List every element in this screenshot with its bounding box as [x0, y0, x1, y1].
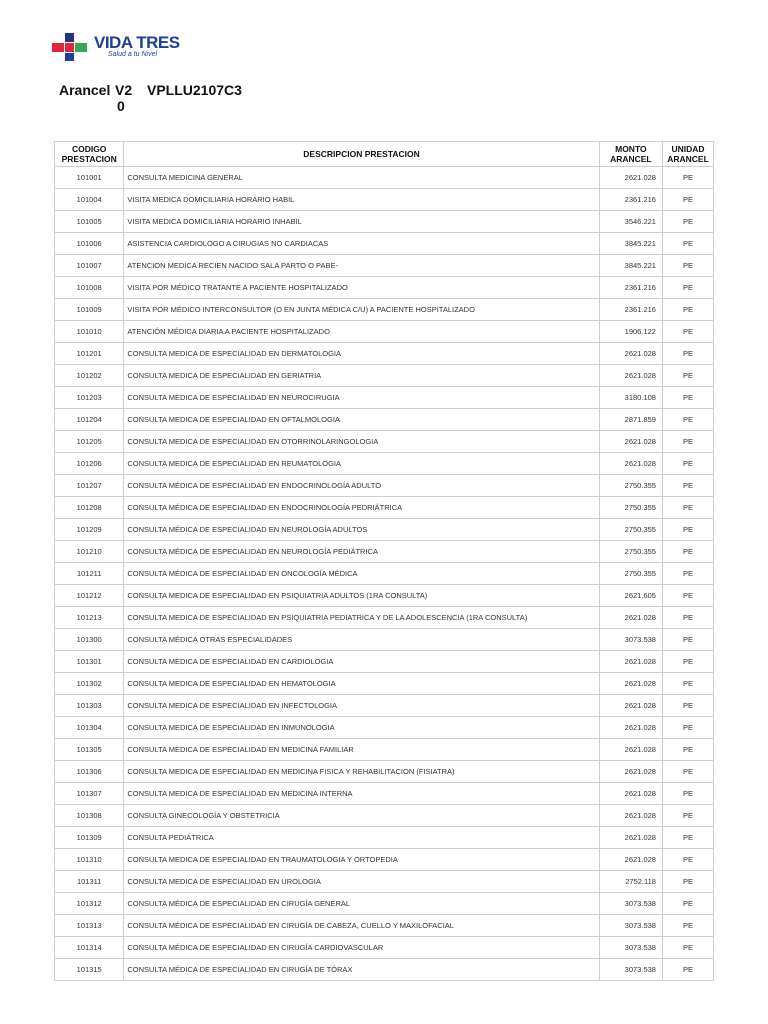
cell-descripcion: VISITA MEDICA DOMICILIARIA HORARIO HABIL: [124, 189, 599, 211]
table-row: [55, 827, 714, 849]
cell-descripcion: CONSULTA GINECOLOGÍA Y OBSTETRICIA: [124, 805, 599, 827]
logo-square-navy: [65, 53, 74, 61]
cell-monto: 3180.108: [599, 387, 662, 409]
cell-codigo: 101312: [55, 893, 124, 915]
cell-unidad: PE: [662, 629, 713, 651]
cell-codigo: 101315: [55, 959, 124, 981]
cell-unidad: PE: [662, 695, 713, 717]
table-row: [55, 783, 714, 805]
table-row: [55, 211, 714, 233]
cell-descripcion: CONSULTA MÉDICA DE ESPECIALIDAD EN NEUROLOGÍA PEDIÁTRICA: [124, 541, 599, 563]
table-row: [55, 607, 714, 629]
cell-monto: 2621.028: [599, 343, 662, 365]
table-row: [55, 849, 714, 871]
table-header-row: [55, 142, 714, 167]
logo-square-blue: [65, 33, 74, 42]
cell-descripcion: CONSULTA MÉDICA DE ESPECIALIDAD EN ENDOCRINOLOGÍA ADULTO: [124, 475, 599, 497]
cell-monto: 2752.118: [599, 871, 662, 893]
cell-unidad: PE: [662, 475, 713, 497]
cell-descripcion: CONSULTA MEDICA DE ESPECIALIDAD EN DERMATOLOGIA: [124, 343, 599, 365]
cell-unidad: PE: [662, 167, 713, 189]
cell-monto: 2361.216: [599, 277, 662, 299]
cell-monto: 3073.538: [599, 629, 662, 651]
cell-descripcion: VISITA POR MÉDICO TRATANTE A PACIENTE HOSPITALIZADO: [124, 277, 599, 299]
cell-monto: 2621.028: [599, 717, 662, 739]
cell-monto: 2621.605: [599, 585, 662, 607]
cell-unidad: PE: [662, 321, 713, 343]
cell-descripcion: CONSULTA MEDICA DE ESPECIALIDAD EN TRAUMATOLOGIA Y ORTOPEDIA: [124, 849, 599, 871]
cell-descripcion: CONSULTA MÉDICA DE ESPECIALIDAD EN CIRUGÍA GENERAL: [124, 893, 599, 915]
cell-unidad: PE: [662, 453, 713, 475]
cell-codigo: 101006: [55, 233, 124, 255]
table-row: [55, 695, 714, 717]
cell-codigo: 101310: [55, 849, 124, 871]
cell-codigo: 101212: [55, 585, 124, 607]
cell-unidad: PE: [662, 937, 713, 959]
cell-codigo: 101202: [55, 365, 124, 387]
cell-monto: 2621.028: [599, 849, 662, 871]
cell-descripcion: CONSULTA MÉDICA DE ESPECIALIDAD EN CIRUGÍA CARDIOVASCULAR: [124, 937, 599, 959]
table-row: [55, 563, 714, 585]
cell-codigo: 101213: [55, 607, 124, 629]
cell-codigo: 101201: [55, 343, 124, 365]
cell-monto: 2750.355: [599, 519, 662, 541]
cell-monto: 3546.221: [599, 211, 662, 233]
table-row: [55, 431, 714, 453]
cell-monto: 3845.221: [599, 233, 662, 255]
cell-monto: 2621.028: [599, 695, 662, 717]
table-row: [55, 255, 714, 277]
table-row: [55, 629, 714, 651]
table-row: [55, 871, 714, 893]
cross-logo-icon: [52, 33, 90, 61]
cell-monto: 3845.221: [599, 255, 662, 277]
cell-codigo: 101314: [55, 937, 124, 959]
cell-monto: 2621.028: [599, 651, 662, 673]
cell-codigo: 101301: [55, 651, 124, 673]
cell-monto: 3073.538: [599, 893, 662, 915]
cell-unidad: PE: [662, 299, 713, 321]
cell-unidad: PE: [662, 189, 713, 211]
cell-descripcion: ASISTENCIA CARDIOLOGO A CIRUGIAS NO CARDIACAS: [124, 233, 599, 255]
title-code: VPLLU2107C3: [147, 82, 242, 98]
cell-monto: 1906.122: [599, 321, 662, 343]
cell-unidad: PE: [662, 651, 713, 673]
cell-codigo: 101005: [55, 211, 124, 233]
cell-monto: 2871.859: [599, 409, 662, 431]
cell-codigo: 101300: [55, 629, 124, 651]
cell-descripcion: CONSULTA MEDICA DE ESPECIALIDAD EN INFECTOLOGIA: [124, 695, 599, 717]
cell-unidad: PE: [662, 409, 713, 431]
cell-unidad: PE: [662, 893, 713, 915]
table-row: [55, 321, 714, 343]
table-row: [55, 739, 714, 761]
cell-descripcion: CONSULTA MEDICA DE ESPECIALIDAD EN MEDICINA FAMILIAR: [124, 739, 599, 761]
cell-unidad: PE: [662, 915, 713, 937]
arancel-table: [54, 141, 714, 981]
cell-descripcion: CONSULTA MÉDICA DE ESPECIALIDAD EN CIRUGÍA DE CABEZA, CUELLO Y MAXILOFACIAL: [124, 915, 599, 937]
cell-monto: 2621.028: [599, 805, 662, 827]
cell-unidad: PE: [662, 827, 713, 849]
table-row: [55, 299, 714, 321]
table-row: [55, 959, 714, 981]
cell-unidad: PE: [662, 497, 713, 519]
header-codigo: CODIGO PRESTACION: [55, 142, 124, 167]
cell-descripcion: CONSULTA PEDIÁTRICA: [124, 827, 599, 849]
cell-descripcion: CONSULTA MEDICA DE ESPECIALIDAD EN UROLOGIA: [124, 871, 599, 893]
cell-unidad: PE: [662, 519, 713, 541]
cell-unidad: PE: [662, 211, 713, 233]
cell-unidad: PE: [662, 563, 713, 585]
cell-descripcion: CONSULTA MÉDICA OTRAS ESPECIALIDADES: [124, 629, 599, 651]
cell-unidad: PE: [662, 783, 713, 805]
table-row: [55, 585, 714, 607]
table-row: [55, 189, 714, 211]
cell-codigo: 101208: [55, 497, 124, 519]
cell-unidad: PE: [662, 255, 713, 277]
cell-unidad: PE: [662, 277, 713, 299]
cell-codigo: 101303: [55, 695, 124, 717]
cell-unidad: PE: [662, 673, 713, 695]
cell-codigo: 101311: [55, 871, 124, 893]
cell-codigo: 101313: [55, 915, 124, 937]
cell-codigo: 101306: [55, 761, 124, 783]
cell-descripcion: VISITA POR MÉDICO INTERCONSULTOR (O EN JUNTA MÉDICA C/U) A PACIENTE HOSPITALIZADO: [124, 299, 599, 321]
vida-tres-logo: [52, 33, 212, 65]
table-row: [55, 475, 714, 497]
cell-codigo: 101203: [55, 387, 124, 409]
title-label: Arancel: [59, 82, 111, 98]
cell-monto: 2621.028: [599, 783, 662, 805]
cell-monto: 3073.538: [599, 937, 662, 959]
logo-square-green: [75, 43, 87, 52]
cell-monto: 2621.028: [599, 673, 662, 695]
table-row: [55, 233, 714, 255]
cell-codigo: 101001: [55, 167, 124, 189]
cell-codigo: 101205: [55, 431, 124, 453]
cell-descripcion: CONSULTA MÉDICA DE ESPECIALIDAD EN ONCOLOGÍA MÉDICA: [124, 563, 599, 585]
table-row: [55, 805, 714, 827]
cell-unidad: PE: [662, 431, 713, 453]
cell-descripcion: CONSULTA MEDICA DE ESPECIALIDAD EN CARDIOLOGIA: [124, 651, 599, 673]
cell-codigo: 101009: [55, 299, 124, 321]
table-row: [55, 893, 714, 915]
cell-monto: 2361.216: [599, 189, 662, 211]
cell-codigo: 101008: [55, 277, 124, 299]
cell-descripcion: CONSULTA MEDICINA GENERAL: [124, 167, 599, 189]
cell-descripcion: CONSULTA MEDICA DE ESPECIALIDAD EN GERIATRIA: [124, 365, 599, 387]
table-row: [55, 937, 714, 959]
cell-codigo: 101209: [55, 519, 124, 541]
cell-descripcion: CONSULTA MEDICA DE ESPECIALIDAD EN HEMATOLOGIA: [124, 673, 599, 695]
title-version-line1: V2: [115, 82, 133, 98]
cell-codigo: 101307: [55, 783, 124, 805]
table-row: [55, 409, 714, 431]
table-row: [55, 915, 714, 937]
cell-unidad: PE: [662, 761, 713, 783]
cell-monto: 2621.028: [599, 761, 662, 783]
cell-unidad: PE: [662, 365, 713, 387]
cell-codigo: 101302: [55, 673, 124, 695]
cell-codigo: 101007: [55, 255, 124, 277]
cell-descripcion: CONSULTA MEDICA DE ESPECIALIDAD EN NEUROCIRUGIA: [124, 387, 599, 409]
cell-monto: 3073.538: [599, 959, 662, 981]
cell-monto: 2621.028: [599, 167, 662, 189]
cell-monto: 3073.538: [599, 915, 662, 937]
cell-descripcion: ATENCIÓN MÉDICA DIARIA A PACIENTE HOSPITALIZADO: [124, 321, 599, 343]
cell-codigo: 101204: [55, 409, 124, 431]
cell-monto: 2621.028: [599, 607, 662, 629]
cell-descripcion: CONSULTA MEDICA DE ESPECIALIDAD EN INMUNOLOGIA: [124, 717, 599, 739]
cell-unidad: PE: [662, 871, 713, 893]
cell-codigo: 101004: [55, 189, 124, 211]
cell-monto: 2750.355: [599, 541, 662, 563]
cell-codigo: 101309: [55, 827, 124, 849]
cell-descripcion: CONSULTA MEDICA DE ESPECIALIDAD EN PSIQUIATRIA ADULTOS (1RA CONSULTA): [124, 585, 599, 607]
cell-descripcion: CONSULTA MEDICA DE ESPECIALIDAD EN MEDICINA FISICA Y REHABILITACION (FISIATRA): [124, 761, 599, 783]
cell-descripcion: CONSULTA MEDICA DE ESPECIALIDAD EN MEDICINA INTERNA: [124, 783, 599, 805]
table-row: [55, 365, 714, 387]
cell-monto: 2621.028: [599, 739, 662, 761]
cell-descripcion: ATENCION MEDICA RECIEN NACIDO SALA PARTO O PABE-: [124, 255, 599, 277]
title-version-line2: 0: [117, 98, 125, 114]
table-row: [55, 497, 714, 519]
cell-unidad: PE: [662, 233, 713, 255]
table-row: [55, 277, 714, 299]
cell-codigo: 101206: [55, 453, 124, 475]
cell-codigo: 101207: [55, 475, 124, 497]
cell-codigo: 101010: [55, 321, 124, 343]
cell-descripcion: CONSULTA MEDICA DE ESPECIALIDAD EN PSIQUIATRIA PEDIATRICA Y DE LA ADOLESCENCIA (1RA CONSULTA): [124, 607, 599, 629]
cell-monto: 2621.028: [599, 827, 662, 849]
table-row: [55, 167, 714, 189]
cell-unidad: PE: [662, 607, 713, 629]
table-row: [55, 519, 714, 541]
cell-unidad: PE: [662, 585, 713, 607]
table-row: [55, 761, 714, 783]
cell-monto: 2750.355: [599, 563, 662, 585]
cell-unidad: PE: [662, 717, 713, 739]
cell-monto: 2621.028: [599, 431, 662, 453]
header-unidad: UNIDAD ARANCEL: [662, 142, 713, 167]
cell-codigo: 101308: [55, 805, 124, 827]
table-row: [55, 673, 714, 695]
cell-descripcion: CONSULTA MEDICA DE ESPECIALIDAD EN OTORRINOLARINGOLOGIA: [124, 431, 599, 453]
logo-square-red-center: [65, 43, 74, 52]
table-row: [55, 717, 714, 739]
cell-descripcion: CONSULTA MÉDICA DE ESPECIALIDAD EN NEUROLOGÍA ADULTOS: [124, 519, 599, 541]
cell-monto: 2750.355: [599, 497, 662, 519]
table-row: [55, 541, 714, 563]
table-row: [55, 387, 714, 409]
cell-descripcion: CONSULTA MEDICA DE ESPECIALIDAD EN OFTALMOLOGIA: [124, 409, 599, 431]
cell-unidad: PE: [662, 739, 713, 761]
cell-monto: 2621.028: [599, 453, 662, 475]
cell-descripcion: CONSULTA MEDICA DE ESPECIALIDAD EN REUMATOLOGIA: [124, 453, 599, 475]
cell-unidad: PE: [662, 541, 713, 563]
cell-unidad: PE: [662, 343, 713, 365]
logo-square-red-left: [52, 43, 64, 52]
logo-brand-text: VIDA TRES: [94, 33, 180, 52]
cell-codigo: 101210: [55, 541, 124, 563]
header-monto: MONTO ARANCEL: [599, 142, 662, 167]
table-row: [55, 343, 714, 365]
cell-descripcion: CONSULTA MÉDICA DE ESPECIALIDAD EN CIRUGÍA DE TÓRAX: [124, 959, 599, 981]
cell-descripcion: VISITA MEDICA DOMICILIARIA HORARIO INHABIL: [124, 211, 599, 233]
cell-codigo: 101305: [55, 739, 124, 761]
cell-unidad: PE: [662, 387, 713, 409]
table-row: [55, 651, 714, 673]
logo-tagline: Salud a tu Nivel: [108, 51, 158, 58]
cell-descripcion: CONSULTA MÉDICA DE ESPECIALIDAD EN ENDOCRINOLOGÍA PEDRIÁTRICA: [124, 497, 599, 519]
cell-monto: 2750.355: [599, 475, 662, 497]
cell-codigo: 101304: [55, 717, 124, 739]
cell-unidad: PE: [662, 805, 713, 827]
table-row: [55, 453, 714, 475]
cell-monto: 2621.028: [599, 365, 662, 387]
cell-unidad: PE: [662, 849, 713, 871]
cell-unidad: PE: [662, 959, 713, 981]
header-descripcion: DESCRIPCION PRESTACION: [124, 142, 599, 167]
cell-codigo: 101211: [55, 563, 124, 585]
cell-monto: 2361.216: [599, 299, 662, 321]
